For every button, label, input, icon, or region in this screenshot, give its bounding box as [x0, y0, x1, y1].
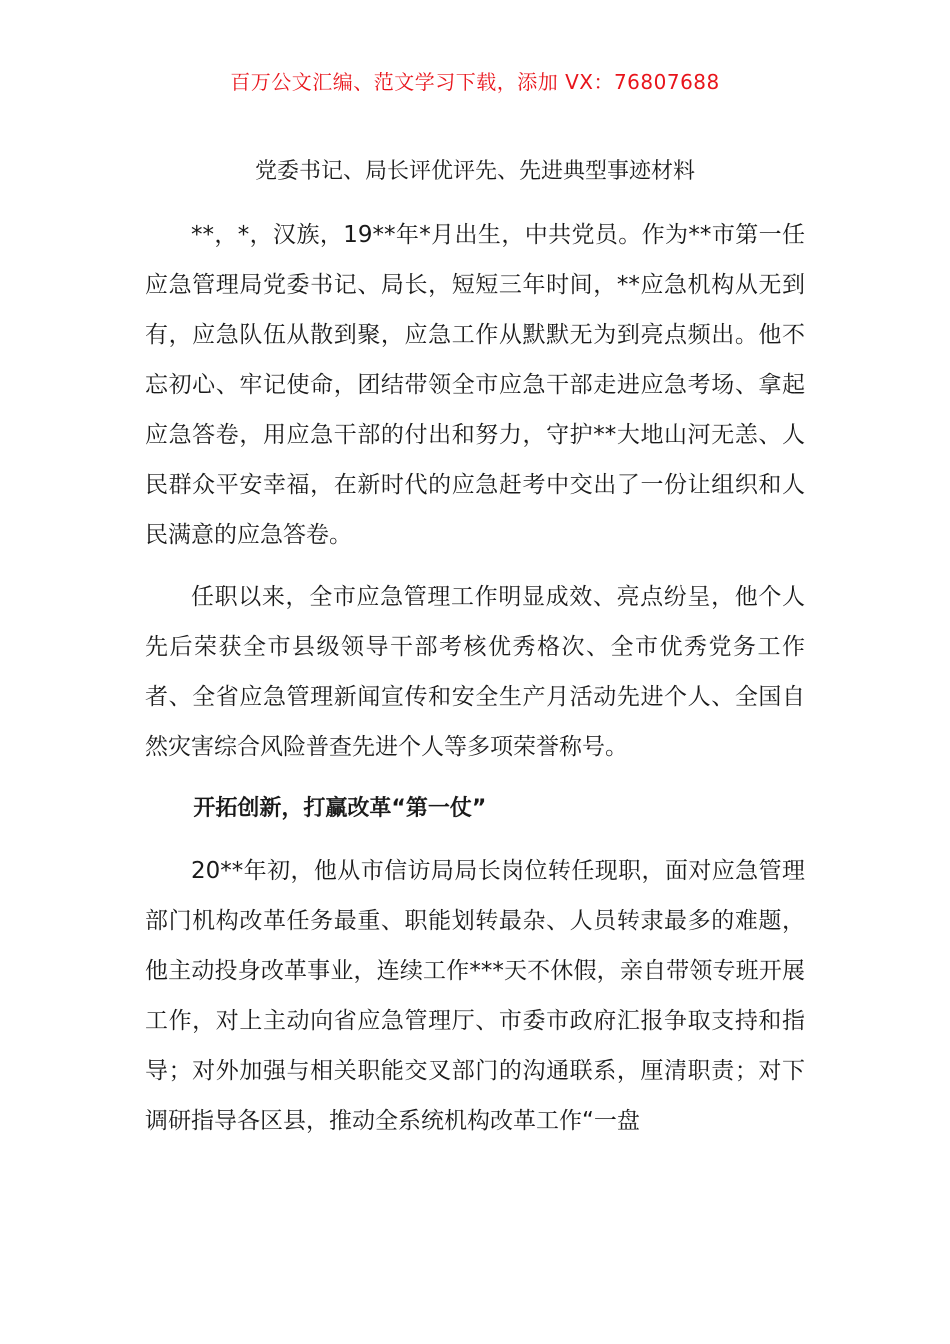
section-heading: 开拓创新，打赢改革“第一仗” [193, 796, 487, 821]
document-title: 党委书记、局长评优评先、先进典型事迹材料 [254, 159, 695, 184]
paragraph-reform: 20**年初，他从市信访局局长岗位转任现职，面对应急管理部门机构改革任务最重、职能划转最杂、人员转隶最多的难题，他主动投身改革事业，连续工作***天不休假，亲自带领专班开展工作，对上主动向省应急管理厅、市委市政府汇报争取支持和指导；对外加强与相关职能交叉部门的沟通联系，厘清职责；对下调研指导各区县，推动全系统机构改革工作“一盘 [145, 858, 805, 1134]
paragraph-intro: **，*，汉族，19**年*月出生，中共党员。作为**市第一任应急管理局党委书记、局长，短短三年时间，**应急机构从无到有，应急队伍从散到聚，应急工作从默默无为到亮点频出。他不忘初心、牢记使命，团结带领全市应急干部走进应急考场、拿起应急答卷，用应急干部的付出和努力，守护**大地山河无恙、人民群众平安幸福，在新时代的应急赶考中交出了一份让组织和人民满意的应急答卷。 [145, 222, 805, 548]
document-body [145, 210, 805, 1146]
paragraph-gap [145, 772, 805, 784]
paragraph-gap [145, 560, 805, 572]
paragraph-honors: 任职以来，全市应急管理工作明显成效、亮点纷呈，他个人先后荣获全市县级领导干部考核优秀格次、全市优秀党务工作者、全省应急管理新闻宣传和安全生产月活动先进个人、全国自然灾害综合风险普查先进个人等多项荣誉称号。 [145, 584, 805, 760]
header-watermark-note: 百万公文汇编、范文学习下载，添加 VX：76807688 [230, 70, 720, 94]
paragraph-gap [145, 834, 805, 846]
